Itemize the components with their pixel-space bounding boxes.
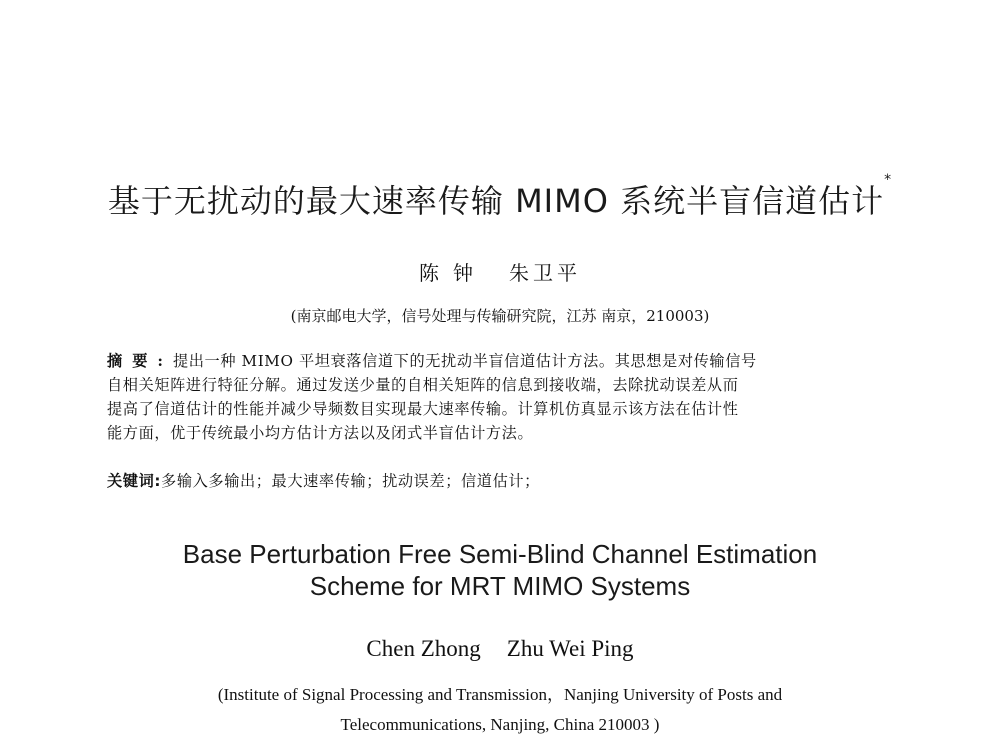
abstract-text-1: 提出一种 MIMO 平坦衰落信道下的无扰动半盲信道估计方法。其思想是对传输信号: [172, 352, 757, 370]
authors-english: [0, 636, 1000, 662]
affiliation-english: [0, 680, 1000, 740]
abstract-line-4: 能方面，优于传统最小均方估计方法以及闭式半盲估计方法。: [107, 424, 534, 442]
title-footnote-mark: *: [884, 172, 893, 188]
title-english: [0, 538, 1000, 602]
abstract-line-1: [107, 349, 903, 373]
abstract-line-2: 自相关矩阵进行特征分解。通过发送少量的自相关矩阵的信息到接收端，去除扰动误差从而: [107, 376, 739, 394]
author-cn-1: 陈钟: [419, 261, 487, 285]
abstract-line-3: 提高了信道估计的性能并减少导频数目实现最大速率传输。计算机仿真显示该方法在估计性: [107, 400, 739, 418]
title-english-line-2: Scheme for MRT MIMO Systems: [309, 571, 691, 601]
author-en-1: Chen Zhong: [366, 636, 481, 661]
affiliation-chinese: (南京邮电大学，信号处理与传输研究院，江苏 南京，210003): [290, 307, 710, 325]
affiliation-english-line-1: (Institute of Signal Processing and Transmission，Nanjing University of Posts and: [217, 685, 783, 704]
abstract-chinese: [107, 349, 903, 445]
title-chinese: [0, 172, 1000, 222]
author-cn-2: 朱卫平: [509, 261, 581, 285]
title-english-line-1: Base Perturbation Free Semi-Blind Channel Estimation: [182, 539, 818, 569]
keywords-chinese: [107, 470, 540, 491]
affiliation-english-line-2: Telecommunications, Nanjing, China 210003 ): [340, 715, 660, 734]
title-chinese-text: 基于无扰动的最大速率传输 MIMO 系统半盲信道估计: [107, 182, 885, 220]
author-en-2: Zhu Wei Ping: [506, 636, 634, 661]
authors-chinese: [0, 257, 1000, 286]
keywords-text: 多输入多输出；最大速率传输；扰动误差；信道估计；: [161, 472, 540, 490]
abstract-label: 摘要:: [107, 352, 173, 370]
keywords-label: 关键词:: [107, 472, 162, 490]
